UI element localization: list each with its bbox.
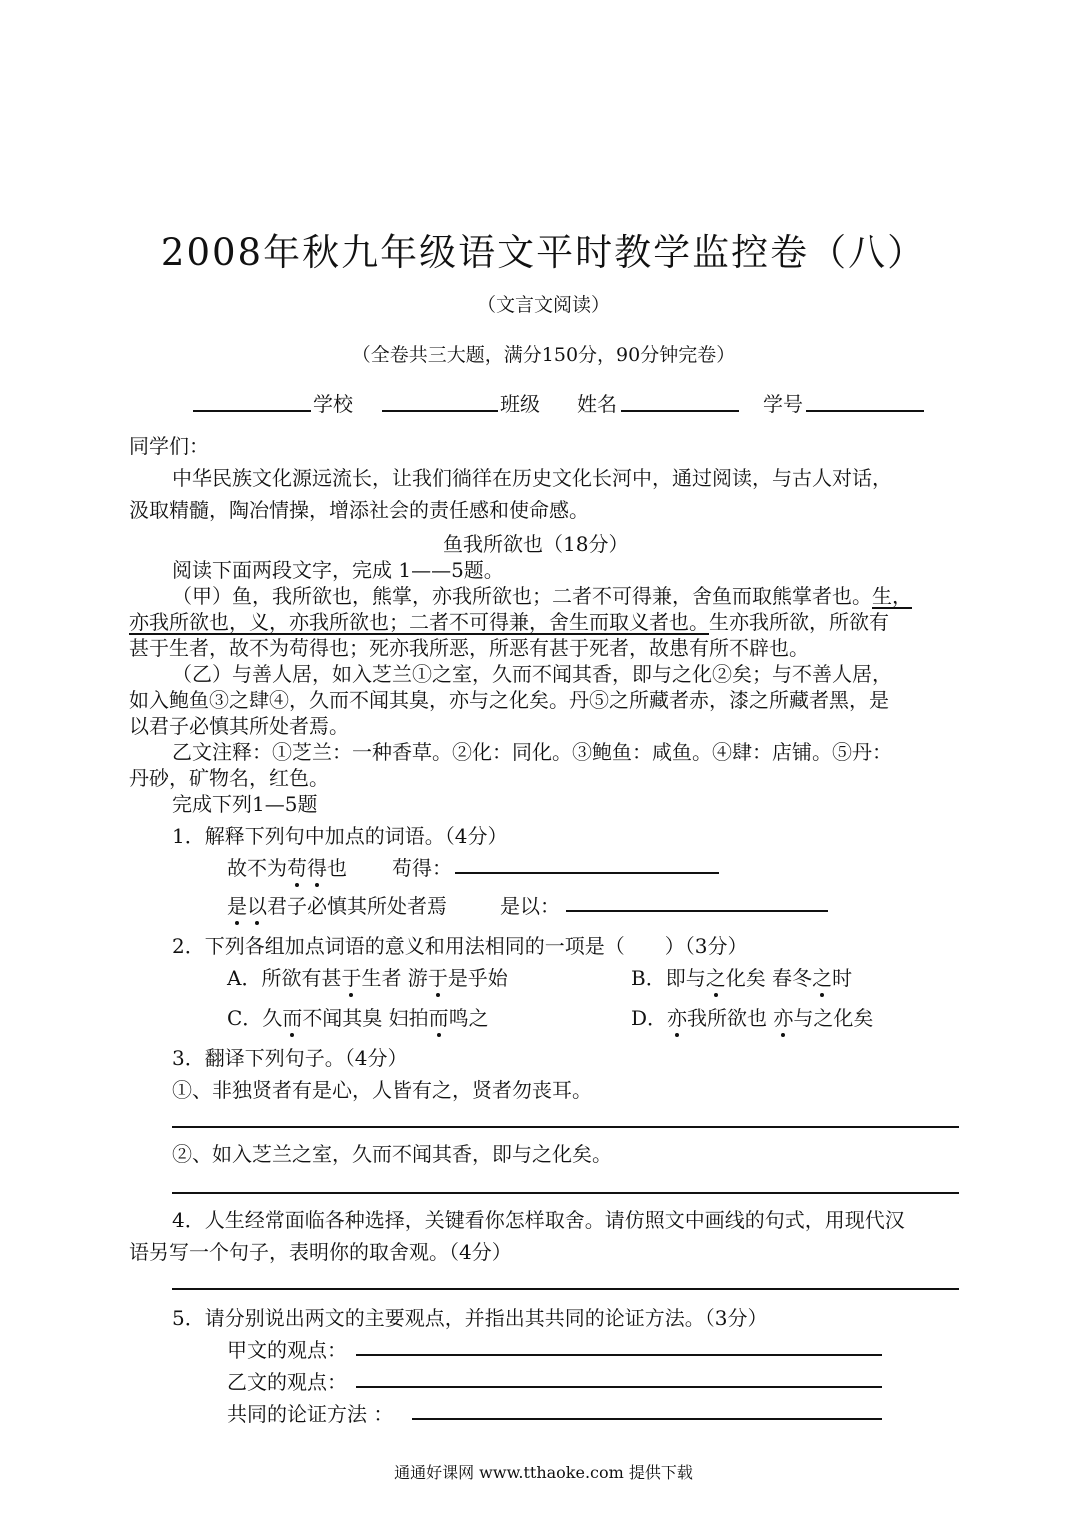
dotted-word: 苟 [287, 856, 307, 880]
underlined-text: 生， [872, 584, 912, 608]
q4-line-2: 语另写一个句子，表明你的取舍观。（4分） [129, 1240, 512, 1264]
q3-sentence-2: ②、如入芝兰之室，久而不闻其香，即与之化矣。 [172, 1142, 612, 1166]
q1-s2-post: 君子必慎其所处者焉 [267, 894, 447, 918]
page-subtitle: （文言文阅读） [476, 294, 610, 316]
dotted-word: 于 [341, 966, 362, 990]
class-blank[interactable] [382, 410, 498, 412]
option-text: C．久 [227, 1006, 283, 1030]
q1-s1-pre: 故不为 [227, 856, 287, 880]
intro-line-2: 汲取精髓，陶冶情操，增添社会的责任感和使命感。 [129, 498, 589, 522]
passage-b-line-2: 如入鲍鱼③之肆④，久而不闻其臭，亦与之化矣。丹⑤之所藏者赤，漆之所藏者黑，是 [129, 688, 889, 712]
dotted-word: 之 [705, 966, 726, 990]
q5-label-a: 甲文的观点： [227, 1338, 347, 1362]
id-blank[interactable] [806, 410, 924, 412]
dotted-word: 是 [227, 894, 247, 918]
option-text: A．所欲有甚 [227, 966, 342, 990]
greeting: 同学们： [129, 434, 209, 458]
q3-answer-2-blank[interactable] [172, 1192, 959, 1194]
passage-b-line-1: （乙）与善人居，如入芝兰①之室，久而不闻其香，即与之化②矣；与不善人居， [172, 662, 892, 686]
notes-line-2: 丹砂，矿物名，红色。 [129, 766, 329, 790]
passage-a-line-1 [172, 580, 912, 609]
q1-stem: 1．解释下列句中加点的词语。（4分） [172, 824, 508, 848]
dotted-word: 亦 [667, 1006, 688, 1030]
dotted-word: 之 [812, 966, 833, 990]
q4-answer-blank[interactable] [172, 1288, 959, 1290]
school-label: 学校 [313, 392, 353, 416]
q4-line-1: 4．人生经常面临各种选择，关键看你怎样取舍。请仿照文中画线的句式，用现代汉 [172, 1208, 905, 1232]
q1-label-2: 是以： [500, 894, 560, 918]
option-text: 不闻其臭 妇拍 [302, 1006, 429, 1030]
q1-label-1: 苟得： [392, 856, 452, 880]
q1-answer-2-blank[interactable] [566, 910, 828, 912]
exam-info: （全卷共三大题，满分150分，90分钟完卷） [351, 344, 736, 366]
q2-option-b[interactable] [631, 962, 852, 991]
q5-answer-a-blank[interactable] [356, 1354, 882, 1356]
option-text: D． [631, 1006, 668, 1030]
q3-sentence-1: ①、非独贤者有是心，人皆有之，贤者勿丧耳。 [172, 1078, 592, 1102]
section-title: 鱼我所欲也（18分） [443, 532, 629, 556]
option-text: 我所欲也 [687, 1006, 774, 1030]
q1-sentence-2 [227, 890, 447, 919]
name-label: 姓名 [577, 392, 617, 416]
option-text: B．即与 [631, 966, 706, 990]
q2-option-a[interactable] [227, 962, 508, 991]
dotted-word: 而 [282, 1006, 303, 1030]
q1-answer-1-blank[interactable] [455, 872, 719, 874]
dotted-word: 亦 [773, 1006, 794, 1030]
passage-a-line-1-text: （甲）鱼，我所欲也，熊掌，亦我所欲也；二者不可得兼，舍鱼而取熊掌者也。 [172, 584, 872, 608]
q5-answer-c-blank[interactable] [412, 1418, 882, 1420]
option-text: 时 [832, 966, 853, 990]
q5-label-b: 乙文的观点： [227, 1370, 347, 1394]
q2-option-d[interactable] [631, 1002, 873, 1031]
q2-stem: 2．下列各组加点词语的意义和用法相同的一项是（ ）（3分） [172, 934, 748, 958]
underlined-text: 亦我所欲也，义，亦我所欲也；二者不可得兼，舍生而取义者也。 [129, 610, 709, 634]
intro-line-1: 中华民族文化源远流长，让我们徜徉在历史文化长河中，通过阅读，与古人对话， [172, 466, 892, 490]
q5-label-c: 共同的论证方法 ： [227, 1402, 394, 1426]
passage-a-line-2 [129, 606, 889, 635]
q2-option-c[interactable] [227, 1002, 489, 1031]
class-label: 班级 [500, 392, 540, 416]
q3-answer-1-blank[interactable] [172, 1126, 959, 1128]
name-blank[interactable] [621, 410, 739, 412]
option-text: 与之化矣 [793, 1006, 874, 1030]
id-label: 学号 [763, 392, 803, 416]
q5-stem: 5．请分别说出两文的主要观点，并指出其共同的论证方法。（3分） [172, 1306, 768, 1330]
dotted-word: 得 [307, 856, 327, 880]
page-title: 2008年秋九年级语文平时教学监控卷（八） [160, 231, 927, 274]
passage-b-line-3: 以君子必慎其所处者焉。 [129, 714, 349, 738]
passage-a-line-2-text: 生亦我所欲，所欲有 [709, 610, 889, 634]
dotted-word: 而 [428, 1006, 449, 1030]
q1-s1-post: 也 [327, 856, 347, 880]
passage-a-line-3: 甚于生者，故不为苟得也；死亦我所恶，所恶有甚于死者，故患有所不辟也。 [129, 636, 809, 660]
q3-stem: 3．翻译下列句子。（4分） [172, 1046, 408, 1070]
option-text: 鸣之 [448, 1006, 489, 1030]
footer-text: 通通好课网 www.tthaoke.com 提供下载 [394, 1463, 693, 1482]
school-blank[interactable] [193, 410, 311, 412]
option-text: 生者 游 [361, 966, 428, 990]
notes-line-1: 乙文注释：①芝兰：一种香草。②化：同化。③鲍鱼：咸鱼。④肆：店铺。⑤丹： [172, 740, 892, 764]
section-instruction: 阅读下面两段文字，完成 1——5题。 [172, 558, 504, 582]
dotted-word: 于 [427, 966, 448, 990]
option-text: 是乎始 [447, 966, 508, 990]
option-text: 化矣 春冬 [725, 966, 813, 990]
tasks-intro: 完成下列1—5题 [172, 792, 318, 816]
dotted-word: 以 [247, 894, 267, 918]
q1-sentence-1 [227, 852, 347, 881]
q5-answer-b-blank[interactable] [356, 1386, 882, 1388]
